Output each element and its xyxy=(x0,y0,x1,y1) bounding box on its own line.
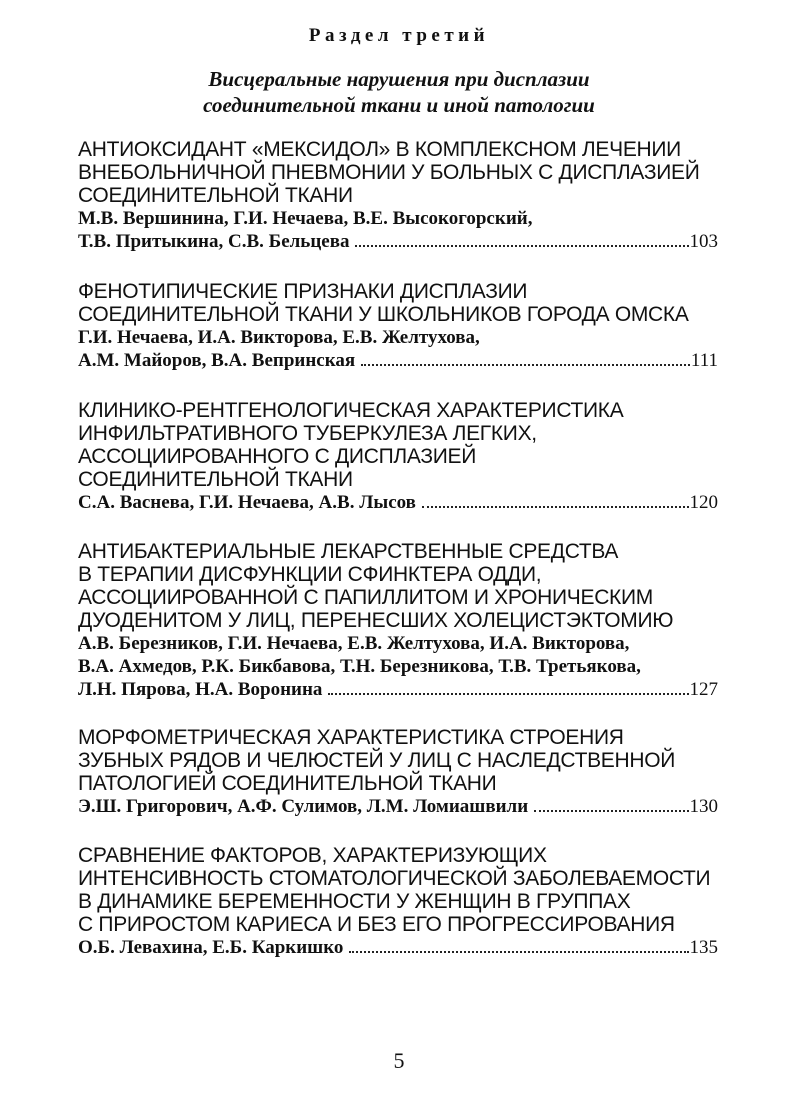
entry-title-line: ЗУБНЫХ РЯДОВ И ЧЕЛЮСТЕЙ У ЛИЦ С НАСЛЕДСТВЕННОЙ xyxy=(78,749,676,772)
toc-entry[interactable] xyxy=(78,280,718,372)
entry-title-line: КЛИНИКО-РЕНТГЕНОЛОГИЧЕСКАЯ ХАРАКТЕРИСТИКА xyxy=(78,399,624,422)
entry-title-line: СОЕДИНИТЕЛЬНОЙ ТКАНИ xyxy=(78,468,353,491)
entry-title-line: АССОЦИИРОВАННОГО С ДИСПЛАЗИЕЙ xyxy=(78,445,477,468)
entry-title-line: СОЕДИНИТЕЛЬНОЙ ТКАНИ xyxy=(78,184,353,207)
dot-leader xyxy=(361,363,690,366)
entry-last-line xyxy=(78,678,718,701)
entry-authors-line: М.В. Вершинина, Г.И. Нечаева, В.Е. Высокогорский, xyxy=(78,208,533,229)
section-heading: Раздел третий xyxy=(308,25,490,46)
entry-title-line: АНТИБАКТЕРИАЛЬНЫЕ ЛЕКАРСТВЕННЫЕ СРЕДСТВА xyxy=(78,540,619,563)
entry-authors-line: Э.Ш. Григорович, А.Ф. Сулимов, Л.М. Ломиашвили xyxy=(78,796,529,817)
entry-title-line: ИНФИЛЬТРАТИВНОГО ТУБЕРКУЛЕЗА ЛЕГКИХ, xyxy=(78,422,537,445)
toc-entry[interactable] xyxy=(78,399,718,514)
page-number: 5 xyxy=(393,1048,405,1073)
entry-title-line: ВНЕБОЛЬНИЧНОЙ ПНЕВМОНИИ У БОЛЬНЫХ С ДИСПЛАЗИЕЙ xyxy=(78,161,700,184)
entry-last-line xyxy=(78,349,718,372)
entry-authors-line: Т.В. Притыкина, С.В. Бельцева xyxy=(78,231,350,252)
entry-title-line: ПАТОЛОГИЕЙ СОЕДИНИТЕЛЬНОЙ ТКАНИ xyxy=(78,772,497,795)
entry-page-number: 135 xyxy=(689,937,718,958)
entry-authors-line: Г.И. Нечаева, И.А. Викторова, Е.В. Желтухова, xyxy=(78,327,480,348)
toc-entry[interactable] xyxy=(78,726,718,818)
entry-title-line: АНТИОКСИДАНТ «МЕКСИДОЛ» В КОМПЛЕКСНОМ ЛЕЧЕНИИ xyxy=(78,138,681,161)
entry-title-line: МОРФОМЕТРИЧЕСКАЯ ХАРАКТЕРИСТИКА СТРОЕНИЯ xyxy=(78,726,624,749)
dot-leader xyxy=(328,692,688,695)
subtitle-line: соединительной ткани и иной патологии xyxy=(203,93,595,117)
entry-last-line xyxy=(78,230,718,253)
entry-last-line xyxy=(78,795,718,818)
entry-title-line: ДУОДЕНИТОМ У ЛИЦ, ПЕРЕНЕСШИХ ХОЛЕЦИСТЭКТОМИЮ xyxy=(78,609,674,632)
entry-title-line: СРАВНЕНИЕ ФАКТОРОВ, ХАРАКТЕРИЗУЮЩИХ xyxy=(78,844,547,867)
toc-entry[interactable] xyxy=(78,540,718,701)
entry-page-number: 103 xyxy=(689,231,718,252)
entry-title-line: АССОЦИИРОВАННОЙ С ПАПИЛЛИТОМ И ХРОНИЧЕСКИМ xyxy=(78,586,653,609)
entry-authors-line: О.Б. Левахина, Е.Б. Каркишко xyxy=(78,937,344,958)
entry-page-number: 130 xyxy=(689,796,718,817)
entry-title-line: ФЕНОТИПИЧЕСКИЕ ПРИЗНАКИ ДИСПЛАЗИИ xyxy=(78,280,528,303)
entry-page-number: 127 xyxy=(689,679,718,700)
entry-title-line: В ТЕРАПИИ ДИСФУНКЦИИ СФИНКТЕРА ОДДИ, xyxy=(78,563,542,586)
entry-title-line: СОЕДИНИТЕЛЬНОЙ ТКАНИ У ШКОЛЬНИКОВ ГОРОДА ОМСКА xyxy=(78,303,689,326)
entry-page-number: 120 xyxy=(689,492,718,513)
entry-page-number: 111 xyxy=(690,350,718,371)
entry-last-line xyxy=(78,936,718,959)
entry-title-line: ИНТЕНСИВНОСТЬ СТОМАТОЛОГИЧЕСКОЙ ЗАБОЛЕВАЕМОСТИ xyxy=(78,867,711,890)
dot-leader xyxy=(349,950,688,953)
dot-leader xyxy=(355,244,688,247)
entry-title-line: В ДИНАМИКЕ БЕРЕМЕННОСТИ У ЖЕНЩИН В ГРУППАХ xyxy=(78,890,631,913)
entry-last-line xyxy=(78,491,718,514)
entry-authors-line: А.В. Березников, Г.И. Нечаева, Е.В. Желтухова, И.А. Викторова, xyxy=(78,633,630,654)
entry-title-line: С ПРИРОСТОМ КАРИЕСА И БЕЗ ЕГО ПРОГРЕССИРОВАНИЯ xyxy=(78,913,675,936)
section-subtitle xyxy=(0,66,798,118)
dot-leader xyxy=(422,505,689,508)
entry-authors-line: А.М. Майоров, В.А. Вепринская xyxy=(78,350,356,371)
subtitle-line: Висцеральные нарушения при дисплазии xyxy=(208,67,590,91)
toc-entry[interactable] xyxy=(78,844,718,959)
entry-authors-line: С.А. Васнева, Г.И. Нечаева, А.В. Лысов xyxy=(78,492,416,513)
dot-leader xyxy=(534,809,688,812)
entry-authors-line: Л.Н. Пярова, Н.А. Воронина xyxy=(78,679,323,700)
entry-authors-line: В.А. Ахмедов, Р.К. Бикбавова, Т.Н. Березникова, Т.В. Третьякова, xyxy=(78,656,641,677)
toc-entry[interactable] xyxy=(78,138,718,253)
